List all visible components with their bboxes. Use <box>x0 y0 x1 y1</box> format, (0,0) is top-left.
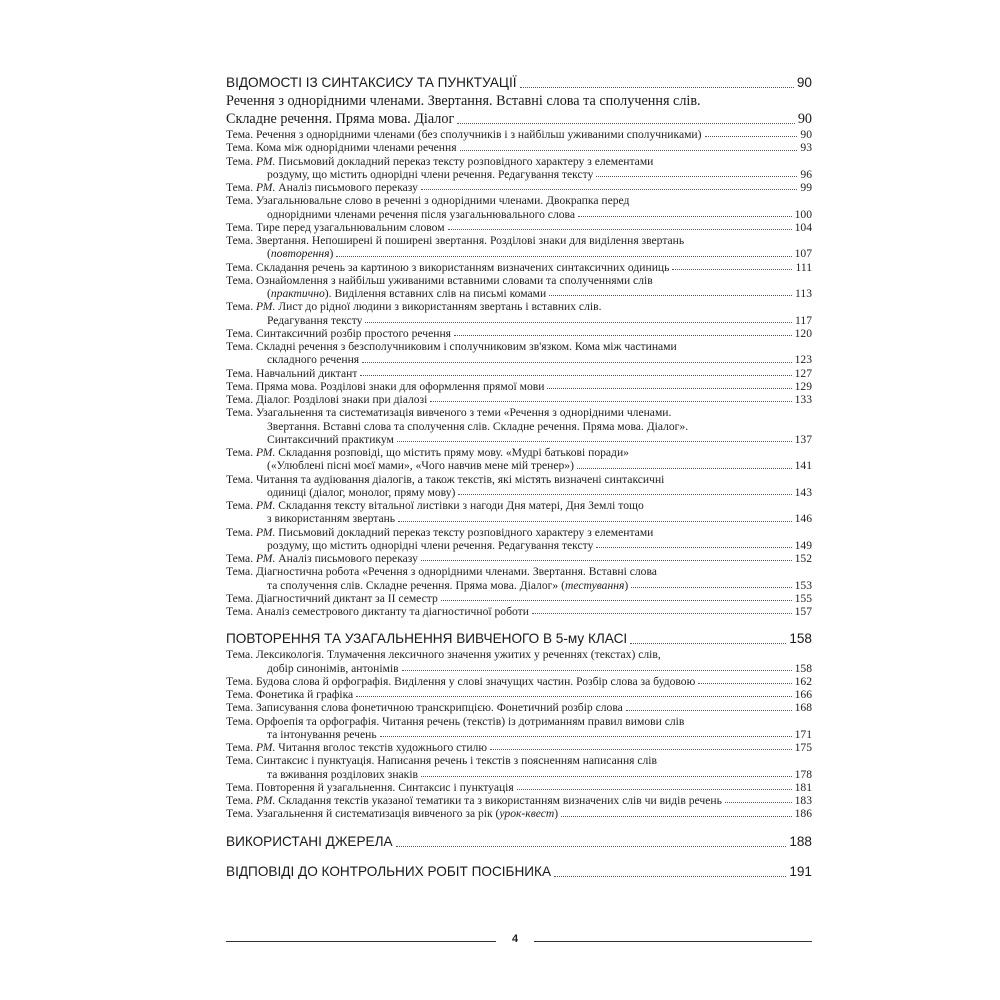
toc-entry-line: Тема. Узагальнення та систематизація вивченого з теми «Речення з однорідними членами. <box>226 406 672 420</box>
toc-entry-line-text: Синтаксичний практикум <box>267 432 394 446</box>
page-ref: 157 <box>794 605 812 618</box>
toc-entry[interactable] <box>226 648 812 675</box>
toc-entry-line <box>226 675 812 688</box>
toc-entry[interactable] <box>226 675 812 688</box>
toc-entry-line <box>226 128 812 141</box>
toc-entry-line-text: з використанням звертань <box>267 512 396 526</box>
toc-entry-line-text: Тема. Синтаксичний розбір простого речення <box>226 326 451 340</box>
toc-entry-line-text: Тема. РМ. Читання вголос текстів художнього стилю <box>226 741 488 754</box>
toc-entry-line-text: (повторення) <box>267 247 334 261</box>
dot-leader <box>454 334 792 336</box>
toc-entry-line <box>226 592 812 605</box>
page-ref: 100 <box>794 207 812 221</box>
toc-entry-line: Тема. РМ. Письмовий докладний переказ тексту розповідного характеру з елементами <box>226 154 654 168</box>
subsection-heading-end[interactable] <box>226 110 812 128</box>
toc-entry-line <box>226 287 812 300</box>
toc-entry-line-text: Тема. Узагальнення й систематизація вивченого за рік (урок-квест) <box>226 807 559 821</box>
toc-entry[interactable] <box>226 300 812 327</box>
page-ref: 129 <box>794 379 812 393</box>
toc-entry-line <box>226 393 812 406</box>
page-ref: 90 <box>797 111 812 127</box>
section-heading[interactable] <box>226 833 812 851</box>
dot-leader <box>430 400 791 402</box>
page-ref: 99 <box>800 181 812 194</box>
page-ref: 152 <box>794 552 812 565</box>
page-ref: 191 <box>789 863 812 879</box>
dot-leader <box>596 175 797 177</box>
dot-leader <box>360 374 791 376</box>
toc-entry-line <box>226 459 812 472</box>
dot-leader <box>549 294 792 296</box>
toc-entry-line <box>226 662 812 675</box>
toc-entry[interactable] <box>226 552 812 565</box>
dot-leader <box>362 361 791 363</box>
dot-leader <box>517 788 792 790</box>
toc-entry-line-text: Редагування тексту <box>267 313 363 327</box>
page-ref: 120 <box>794 326 812 340</box>
toc-entry-line <box>226 768 812 781</box>
toc-entry[interactable] <box>226 688 812 701</box>
toc-entry[interactable] <box>226 194 812 221</box>
dot-leader <box>547 387 791 389</box>
page-ref: 168 <box>794 701 812 715</box>
dot-leader <box>705 135 798 137</box>
toc-entry-line-text: Тема. Тире перед узагальнювальним словом <box>226 220 445 234</box>
page-ref: 186 <box>794 807 812 821</box>
dot-leader <box>458 493 791 495</box>
toc-entry-line: Тема. Складні речення з безсполучниковим і сполучниковим зв'язком. Кома між частинами <box>226 340 677 353</box>
footer-rule-left <box>226 941 496 942</box>
toc-entry-line-text: Тема. РМ. Аналіз письмового переказу <box>226 552 418 565</box>
toc-entry-line <box>226 728 812 741</box>
toc-entry-line-text: («Улюблені пісні моєї мами», «Чого навчив мене мій тренер») <box>267 459 574 473</box>
toc-entry-line: Тема. Діагностична робота «Речення з однорідними членами. Звертання. Вставні слова <box>226 565 657 579</box>
page-ref: 162 <box>794 674 812 688</box>
toc-entry-line-text: (практично). Виділення вставних слів на письмі комами <box>267 287 547 300</box>
toc-entry-line <box>226 512 812 525</box>
toc-entry-line-text: Тема. Складання речень за картиною з використанням визначених синтаксичних одиниць <box>226 260 670 274</box>
toc-entry[interactable] <box>226 526 812 553</box>
dot-leader <box>380 735 792 737</box>
toc-entry[interactable] <box>226 221 812 234</box>
toc-entry-line <box>226 741 812 754</box>
toc-entry-line <box>226 367 812 380</box>
page-ref: 90 <box>800 128 812 141</box>
toc-entry-line <box>226 701 812 714</box>
toc-entry-line: Тема. Читання та аудіювання діалогів, а також текстів, які містять визначені синтаксичні <box>226 472 665 486</box>
dot-leader <box>397 440 792 442</box>
section-heading-text: ПОВТОРЕННЯ ТА УЗАГАЛЬНЕННЯ ВИВЧЕНОГО В 5-му КЛАСІ <box>226 631 628 647</box>
dot-leader <box>532 612 792 614</box>
toc-entry-line <box>226 314 812 327</box>
dot-leader <box>365 321 792 323</box>
toc-entry[interactable] <box>226 754 812 781</box>
toc-entry[interactable] <box>226 473 812 500</box>
dot-leader <box>554 875 786 877</box>
toc-entry[interactable] <box>226 807 812 820</box>
section-heading[interactable] <box>226 74 812 92</box>
toc-entry[interactable] <box>226 406 812 446</box>
page-ref: 143 <box>794 485 812 499</box>
toc-entry-line <box>226 247 812 260</box>
dot-leader <box>356 695 791 697</box>
toc-entry-line-text: Тема. Фонетика й графіка <box>226 688 354 701</box>
toc-entry[interactable] <box>226 155 812 182</box>
section-heading-text: ВІДПОВІДІ ДО КОНТРОЛЬНИХ РОБІТ ПОСІБНИКА <box>226 863 552 879</box>
page-ref: 158 <box>794 661 812 675</box>
toc-entry-line <box>226 579 812 592</box>
subsection-heading-end-text: Складне речення. Пряма мова. Діалог <box>226 111 455 127</box>
toc-entry-line <box>226 208 812 221</box>
toc-entry[interactable] <box>226 741 812 754</box>
page-ref: 171 <box>794 727 812 741</box>
page-ref: 166 <box>794 688 812 701</box>
toc-entry-line-text: Тема. РМ. Аналіз письмового переказу <box>226 181 418 194</box>
page-ref: 127 <box>794 366 812 380</box>
dot-leader <box>448 228 792 230</box>
dot-leader <box>490 748 792 750</box>
toc-entry-line-text: Тема. Навчальний диктант <box>226 366 358 380</box>
toc-entry[interactable] <box>226 701 812 714</box>
toc-entry-line <box>226 552 812 565</box>
toc-section <box>226 863 812 881</box>
toc-entry-line: Тема. Орфоепія та орфографія. Читання речень (текстів) із дотриманням правил вимови слів <box>226 714 685 728</box>
toc-entry-line-text: роздуму, що містить однорідні члени речення. Редагування тексту <box>267 538 594 552</box>
toc-entry-line-text: складного речення <box>267 353 360 367</box>
dot-leader <box>520 86 794 88</box>
page-ref: 123 <box>794 353 812 367</box>
toc-entry[interactable] <box>226 340 812 367</box>
toc-section <box>226 74 812 618</box>
page-ref: 107 <box>794 247 812 261</box>
toc-section <box>226 630 812 820</box>
toc-entry-line-text: Тема. Пряма мова. Розділові знаки для оформлення прямої мови <box>226 379 545 393</box>
dot-leader <box>402 669 792 671</box>
dot-leader <box>596 546 791 548</box>
page-ref: 137 <box>794 432 812 446</box>
toc-entry-line <box>226 181 812 194</box>
dot-leader <box>577 467 792 469</box>
toc-entry-line: Тема. Ознайомлення з найбільш уживаними вставними словами та сполученнями слів <box>226 273 653 287</box>
page-ref: 188 <box>789 833 812 849</box>
toc-entry[interactable] <box>226 781 812 794</box>
section-heading[interactable] <box>226 630 812 648</box>
toc-entry[interactable] <box>226 327 812 340</box>
toc-entry-line <box>226 221 812 234</box>
section-heading[interactable] <box>226 863 812 881</box>
toc-entry[interactable] <box>226 234 812 261</box>
page-ref: 113 <box>795 287 812 300</box>
toc-entry[interactable] <box>226 380 812 393</box>
page-ref: 155 <box>794 591 812 605</box>
toc-entry-line-text: Тема. РМ. Складання текстів указаної тематики та з використанням визначених слів чи видів речень <box>226 794 722 807</box>
dot-leader <box>672 268 792 270</box>
toc-entry-line: Тема. РМ. Письмовий докладний переказ тексту розповідного характеру з елементами <box>226 525 654 539</box>
page-ref: 133 <box>794 393 812 406</box>
toc-entry[interactable] <box>226 393 812 406</box>
toc-entry-line <box>226 539 812 552</box>
page-ref: 175 <box>794 741 812 754</box>
toc-entry-line-text: Тема. Записування слова фонетичною транскрипцією. Фонетичний розбір слова <box>226 701 623 715</box>
toc-entry-line: Тема. Узагальнювальне слово в реченні з однорідними членами. Двокрапка перед <box>226 194 630 208</box>
toc-entry-line: Тема. Звертання. Непоширені й поширені звертання. Розділові знаки для виділення звертань <box>226 234 685 247</box>
toc-entry[interactable] <box>226 367 812 380</box>
dot-leader <box>421 775 792 777</box>
toc-entry-line-text: Тема. Повторення й узагальнення. Синтаксис і пунктуація <box>226 780 514 794</box>
page-ref: 90 <box>796 75 812 90</box>
page-ref: 141 <box>794 459 812 473</box>
section-heading-text: ВІДОМОСТІ ІЗ СИНТАКСИСУ ТА ПУНКТУАЦІЇ <box>226 75 517 90</box>
page-ref: 96 <box>800 167 812 181</box>
toc-entry[interactable] <box>226 274 812 301</box>
toc-entry-line <box>226 433 812 446</box>
dot-leader <box>396 845 787 847</box>
toc-entry-line <box>226 380 812 393</box>
toc-entry-line: Тема. РМ. Складання розповіді, що містить пряму мову. «Мудрі батькові поради» <box>226 446 629 459</box>
toc-entry[interactable] <box>226 499 812 526</box>
toc-entry-line <box>226 807 812 820</box>
toc-entry[interactable] <box>226 715 812 742</box>
toc-entry-line-text: Тема. Аналіз семестрового диктанту та діагностичної роботи <box>226 605 529 618</box>
footer-rule-right <box>534 941 812 942</box>
toc-entry-line <box>226 353 812 366</box>
page-ref: 146 <box>794 512 812 526</box>
subsection-heading: Речення з однорідними членами. Звертання. Вставні слова та сполучення слів. <box>226 93 701 109</box>
page-ref: 111 <box>795 260 812 274</box>
page-ref: 117 <box>795 313 812 327</box>
toc-entry[interactable] <box>226 128 812 141</box>
toc-entry-line-text: добір синонімів, антонімів <box>267 661 399 675</box>
toc-entry-line <box>226 486 812 499</box>
toc-entry-line: Тема. Синтаксис і пунктуація. Написання речень і текстів з поясненням написання слів <box>226 754 658 768</box>
toc-entry-line <box>226 605 812 618</box>
page-ref: 93 <box>800 141 812 155</box>
toc-entry-line: Тема. РМ. Лист до рідної людини з використанням звертань і вставних слів. <box>226 300 602 314</box>
page-number: 4 <box>511 933 519 945</box>
toc-entry-line <box>226 781 812 794</box>
toc-entry-line-text: роздуму, що містить однорідні члени речення. Редагування тексту <box>267 167 594 181</box>
dot-leader <box>630 642 786 644</box>
page-ref: 158 <box>789 631 812 647</box>
toc-entry-line-text: Тема. Речення з однорідними членами (без сполучників і з найбільш уживаними сполучниками) <box>226 128 702 141</box>
dot-leader <box>698 682 791 684</box>
dot-leader <box>336 255 791 257</box>
toc-entry[interactable] <box>226 181 812 194</box>
toc-entry[interactable] <box>226 141 812 154</box>
toc-entry-line <box>226 141 812 154</box>
toc-entry[interactable] <box>226 605 812 618</box>
toc-entry[interactable] <box>226 794 812 807</box>
toc-entry-line <box>226 261 812 274</box>
dot-leader <box>457 122 795 124</box>
page-ref: 181 <box>794 780 812 794</box>
toc-entry-line-text: Тема. Діалог. Розділові знаки при діалозі <box>226 393 428 406</box>
page-ref: 104 <box>794 220 812 234</box>
toc-entry-line-text: одиниці (діалог, монолог, пряму мову) <box>267 485 456 499</box>
table-of-contents <box>226 70 812 881</box>
toc-entry-line <box>226 688 812 701</box>
toc-entry[interactable] <box>226 592 812 605</box>
toc-entry[interactable] <box>226 565 812 592</box>
toc-entry-line: Тема. РМ. Складання тексту вітальної листівки з нагоди Дня матері, Дня Землі тощо <box>226 499 644 512</box>
dot-leader <box>626 709 792 711</box>
toc-section <box>226 833 812 851</box>
dot-leader <box>421 188 797 190</box>
toc-entry-line <box>226 794 812 807</box>
dot-leader <box>631 586 791 588</box>
toc-entry-line-text: однорідними членами речення після узагальнювального слова <box>267 207 576 221</box>
dot-leader <box>725 801 792 803</box>
dot-leader <box>398 520 792 522</box>
page-ref: 153 <box>794 578 812 592</box>
toc-entry-line <box>226 327 812 340</box>
page-ref: 178 <box>794 767 812 781</box>
dot-leader <box>441 599 792 601</box>
dot-leader <box>561 815 791 817</box>
toc-entry[interactable] <box>226 261 812 274</box>
toc-entry-line-text: Тема. Будова слова й орфографія. Виділення у слові значущих частин. Розбір слова за будовою <box>226 674 696 688</box>
toc-entry-line: Тема. Лексикологія. Тлумачення лексичного значення ужитих у реченнях (текстах) слів, <box>226 648 661 662</box>
section-heading-text: ВИКОРИСТАНІ ДЖЕРЕЛА <box>226 833 393 849</box>
toc-entry-line-text: та вживання розділових знаків <box>267 767 419 781</box>
page-ref: 183 <box>794 794 812 807</box>
toc-entry-line <box>226 168 812 181</box>
toc-entry[interactable] <box>226 446 812 473</box>
dot-leader <box>460 149 798 151</box>
dot-leader <box>421 559 792 561</box>
toc-entry-line-text: та інтонування речень <box>267 727 377 741</box>
dot-leader <box>578 215 792 217</box>
toc-entry-line-text: Тема. Діагностичний диктант за II семестр <box>226 591 438 605</box>
toc-entry-line-text: Тема. Кома між однорідними членами речення <box>226 141 457 155</box>
page-ref: 149 <box>794 538 812 552</box>
toc-entry-line: Звертання. Вставні слова та сполучення слів. Складне речення. Пряма мова. Діалог». <box>267 419 689 433</box>
toc-entry-line-text: та сполучення слів. Складне речення. Пряма мова. Діалог» (тестування) <box>267 578 629 592</box>
